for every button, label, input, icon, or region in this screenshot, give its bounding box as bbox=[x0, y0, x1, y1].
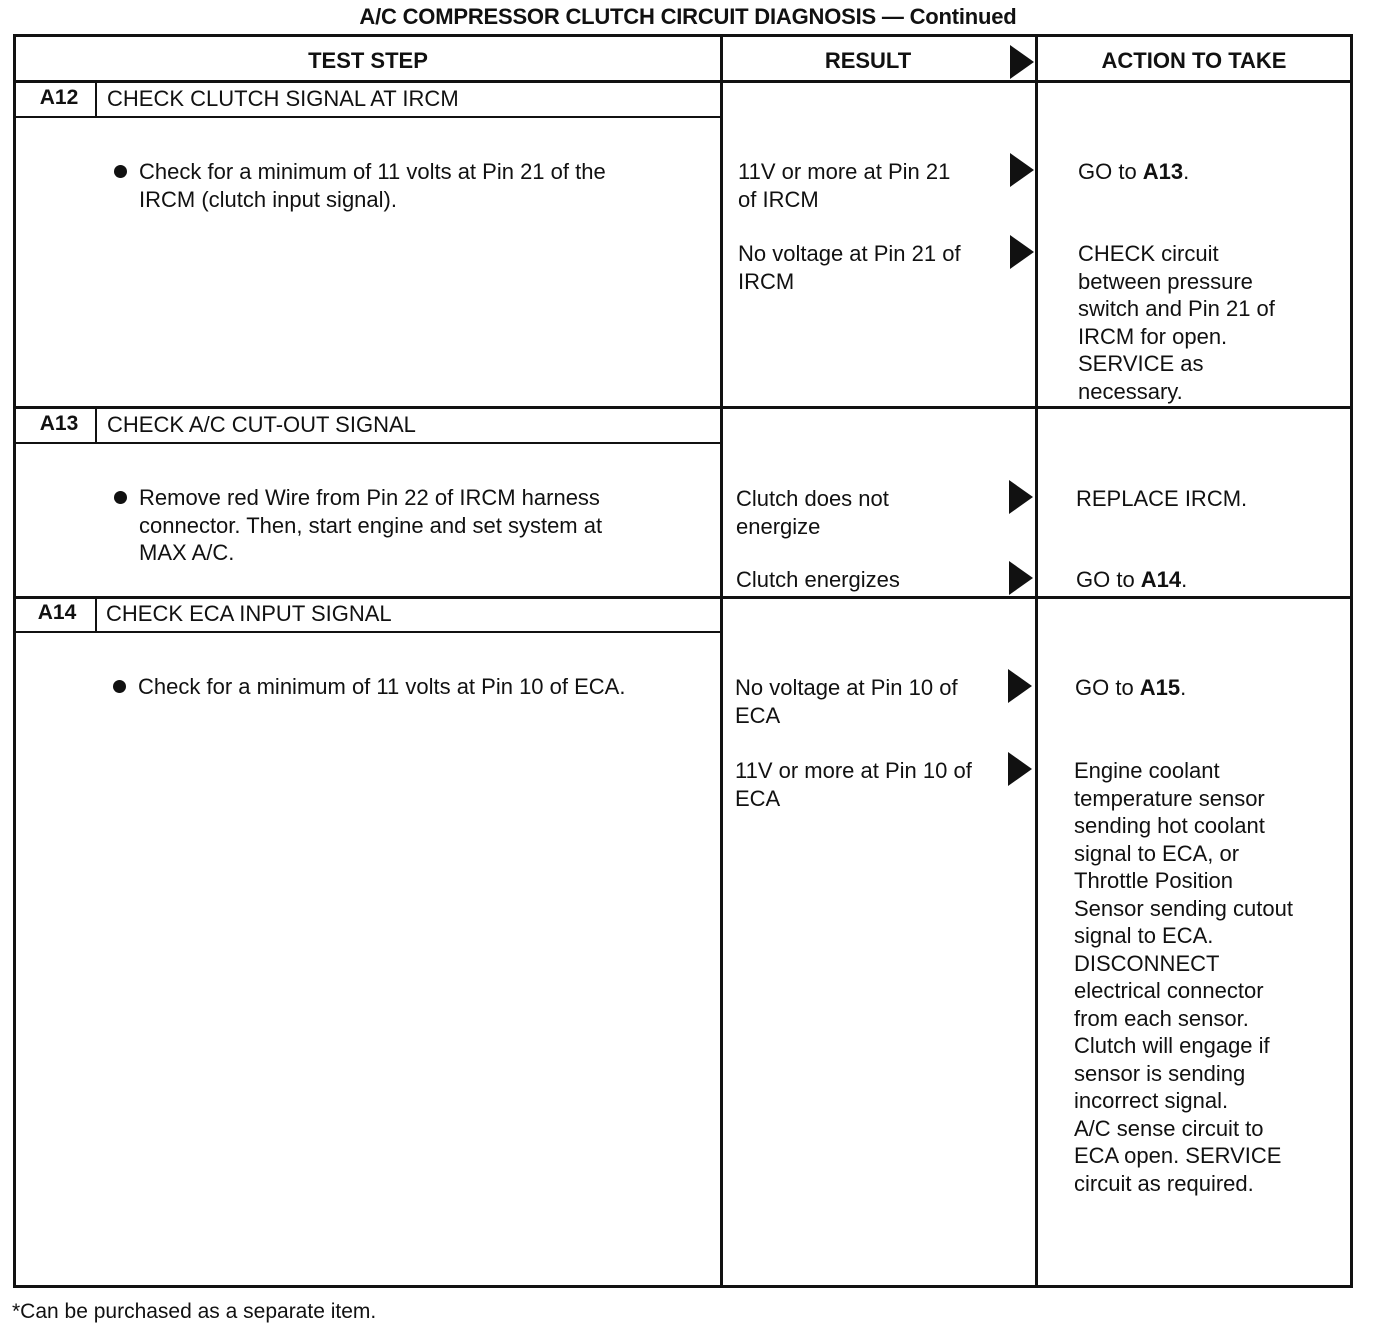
step-id: A12 bbox=[39, 86, 79, 109]
arrow-icon bbox=[1008, 752, 1032, 786]
arrow-icon bbox=[1010, 235, 1034, 269]
arrow-icon bbox=[1009, 480, 1033, 514]
column-divider bbox=[1035, 34, 1038, 1288]
bullet-icon bbox=[113, 680, 126, 693]
step-instruction: Check for a minimum of 11 volts at Pin 10 of ECA. bbox=[138, 674, 626, 699]
action-text: GO to A14. bbox=[1076, 567, 1188, 592]
step-title-rule bbox=[13, 442, 720, 444]
bullet-icon bbox=[114, 491, 127, 504]
arrow-icon bbox=[1010, 45, 1034, 79]
step-title: CHECK CLUTCH SIGNAL AT IRCM bbox=[107, 86, 459, 111]
action-text: REPLACE IRCM. bbox=[1076, 486, 1248, 511]
result-text: Clutch energizes bbox=[736, 567, 900, 592]
bullet-icon bbox=[114, 165, 127, 178]
page-title: A/C COMPRESSOR CLUTCH CIRCUIT DIAGNOSIS — Continued bbox=[359, 4, 1017, 29]
result-text: No voltage at Pin 10 of ECA bbox=[735, 675, 958, 728]
row-rule bbox=[13, 406, 1353, 409]
header-rule bbox=[13, 80, 1353, 83]
step-instruction: Remove red Wire from Pin 22 of IRCM harness connector. Then, start engine and set system at MAX A/C. bbox=[139, 485, 603, 565]
step-id-divider bbox=[95, 82, 97, 117]
header-action: ACTION TO TAKE bbox=[1101, 48, 1287, 73]
column-divider bbox=[720, 34, 723, 1288]
step-title-rule bbox=[13, 631, 720, 633]
step-id-divider bbox=[95, 409, 97, 443]
step-id-divider bbox=[95, 599, 97, 632]
arrow-icon bbox=[1009, 561, 1033, 595]
step-id: A13 bbox=[39, 412, 79, 435]
result-text: 11V or more at Pin 21 of IRCM bbox=[738, 159, 951, 212]
row-rule bbox=[13, 596, 1353, 599]
header-test-step: TEST STEP bbox=[308, 48, 428, 73]
step-id: A14 bbox=[37, 601, 77, 624]
action-text: GO to A13. bbox=[1078, 159, 1190, 184]
action-text: CHECK circuit between pressure switch and Pin 21 of IRCM for open. SERVICE as necessary. bbox=[1078, 241, 1275, 404]
action-text: GO to A15. bbox=[1075, 675, 1187, 700]
result-text: No voltage at Pin 21 of IRCM bbox=[738, 241, 961, 294]
result-text: Clutch does not energize bbox=[736, 486, 889, 539]
step-instruction: Check for a minimum of 11 volts at Pin 21 of the IRCM (clutch input signal). bbox=[139, 159, 606, 212]
header-result: RESULT bbox=[824, 48, 912, 73]
action-text: Engine coolant temperature sensor sending hot coolant signal to ECA, or Throttle Position Sensor sending cutout signal to ECA. DISCONNECT electrical connector from each sensor. Clutch will engage if sensor is sending incorrect signal. A/C sense circuit to ECA open. SERVICE circuit as required. bbox=[1074, 758, 1293, 1196]
arrow-icon bbox=[1010, 153, 1034, 187]
footnote: *Can be purchased as a separate item. bbox=[12, 1300, 377, 1323]
step-title-rule bbox=[13, 116, 720, 118]
step-title: CHECK ECA INPUT SIGNAL bbox=[106, 601, 392, 626]
result-text: 11V or more at Pin 10 of ECA bbox=[735, 758, 972, 811]
arrow-icon bbox=[1008, 669, 1032, 703]
step-title: CHECK A/C CUT-OUT SIGNAL bbox=[107, 412, 416, 437]
